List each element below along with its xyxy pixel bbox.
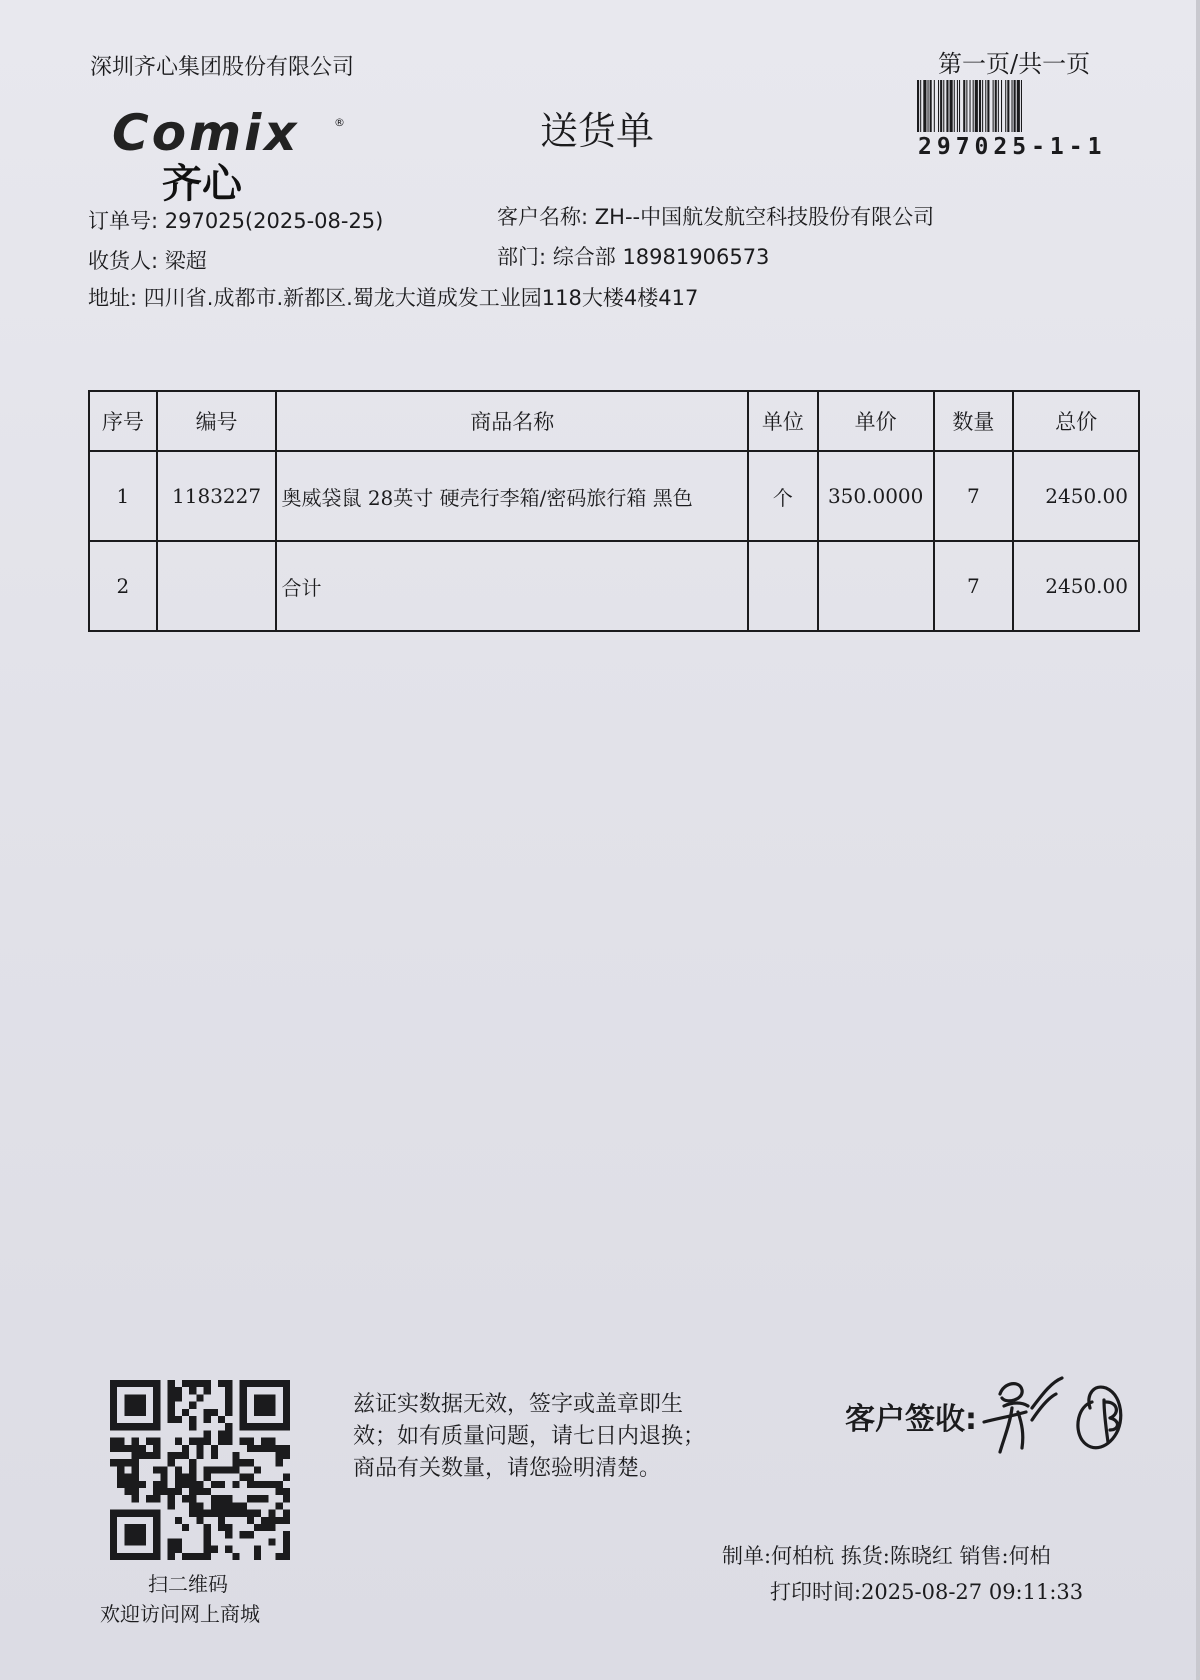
order-number: [88, 205, 383, 235]
company-name: 深圳齐心集团股份有限公司: [90, 55, 355, 80]
cell-seq: 1: [89, 451, 157, 541]
page-info: 第一页/共一页: [938, 50, 1091, 78]
items-table: [88, 390, 1140, 632]
cell-unit-price: 350.0000: [818, 451, 934, 541]
address: [88, 282, 698, 312]
cell-product-name: 奥威袋鼠 28英寸 硬壳行李箱/密码旅行箱 黑色: [276, 451, 748, 541]
order-number-label: 订单号:: [88, 209, 159, 233]
logo-cn: 齐心: [162, 161, 242, 207]
qr-caption-visit: 欢迎访问网上商城: [100, 1602, 260, 1626]
receiver: [88, 245, 207, 275]
header-code: 编号: [157, 391, 277, 451]
cell-unit: [748, 541, 818, 631]
logo-en: Comix: [112, 104, 300, 162]
header-total: 总价: [1013, 391, 1139, 451]
receiver-label: 收货人:: [88, 249, 159, 273]
qr-code-image: [110, 1380, 290, 1560]
address-label: 地址:: [88, 286, 138, 310]
customer-label: 客户名称:: [497, 205, 589, 229]
order-number-value: 297025(2025-08-25): [164, 209, 384, 233]
barcode-image: [917, 80, 1130, 132]
cell-code: [157, 541, 277, 631]
header-unit: 单位: [748, 391, 818, 451]
table-row: [89, 541, 1139, 631]
customer-name: [497, 201, 934, 231]
cell-quantity: 7: [934, 541, 1014, 631]
print-time: 打印时间:2025-08-27 09:11:33: [770, 1580, 1084, 1604]
address-value: 四川省.成都市.新都区.蜀龙大道成发工业园118大楼4楼417: [143, 286, 699, 310]
header-quantity: 数量: [934, 391, 1014, 451]
receiver-value: 梁超: [164, 249, 207, 273]
cell-unit: 个: [748, 451, 818, 541]
handwritten-signature: [982, 1372, 1162, 1462]
cell-code: 1183227: [157, 451, 277, 541]
department-value: 综合部 18981906573: [552, 245, 770, 269]
table-row: [89, 451, 1139, 541]
header-unit-price: 单价: [818, 391, 934, 451]
cell-total: 2450.00: [1013, 451, 1139, 541]
customer-value: ZH--中国航发航空科技股份有限公司: [594, 205, 935, 229]
notes-line: 商品有关数量，请您验明清楚。: [353, 1456, 662, 1481]
header-product-name: 商品名称: [276, 391, 748, 451]
terms-notes: [353, 1389, 705, 1485]
customer-sign-label: 客户签收:: [845, 1402, 977, 1437]
cell-total: 2450.00: [1013, 541, 1139, 631]
cell-seq: 2: [89, 541, 157, 631]
department-label: 部门:: [497, 245, 547, 269]
cell-unit-price: [818, 541, 934, 631]
header-seq: 序号: [89, 391, 157, 451]
barcode-number: 297025-1-1: [918, 134, 1107, 160]
notes-line: 兹证实数据无效，签字或盖章即生: [353, 1392, 684, 1417]
table-header-row: [89, 391, 1139, 451]
qr-caption-scan: 扫二维码: [148, 1572, 228, 1596]
cell-quantity: 7: [934, 451, 1014, 541]
staff-info: 制单:何柏杭 拣货:陈晓红 销售:何柏: [722, 1544, 1051, 1568]
registered-mark: ®: [334, 116, 345, 129]
department: [497, 241, 769, 271]
notes-line: 效；如有质量问题，请七日内退换；: [353, 1424, 706, 1449]
document-title: 送货单: [540, 109, 655, 153]
cell-product-name: 合计: [276, 541, 748, 631]
comix-logo: [112, 104, 352, 207]
